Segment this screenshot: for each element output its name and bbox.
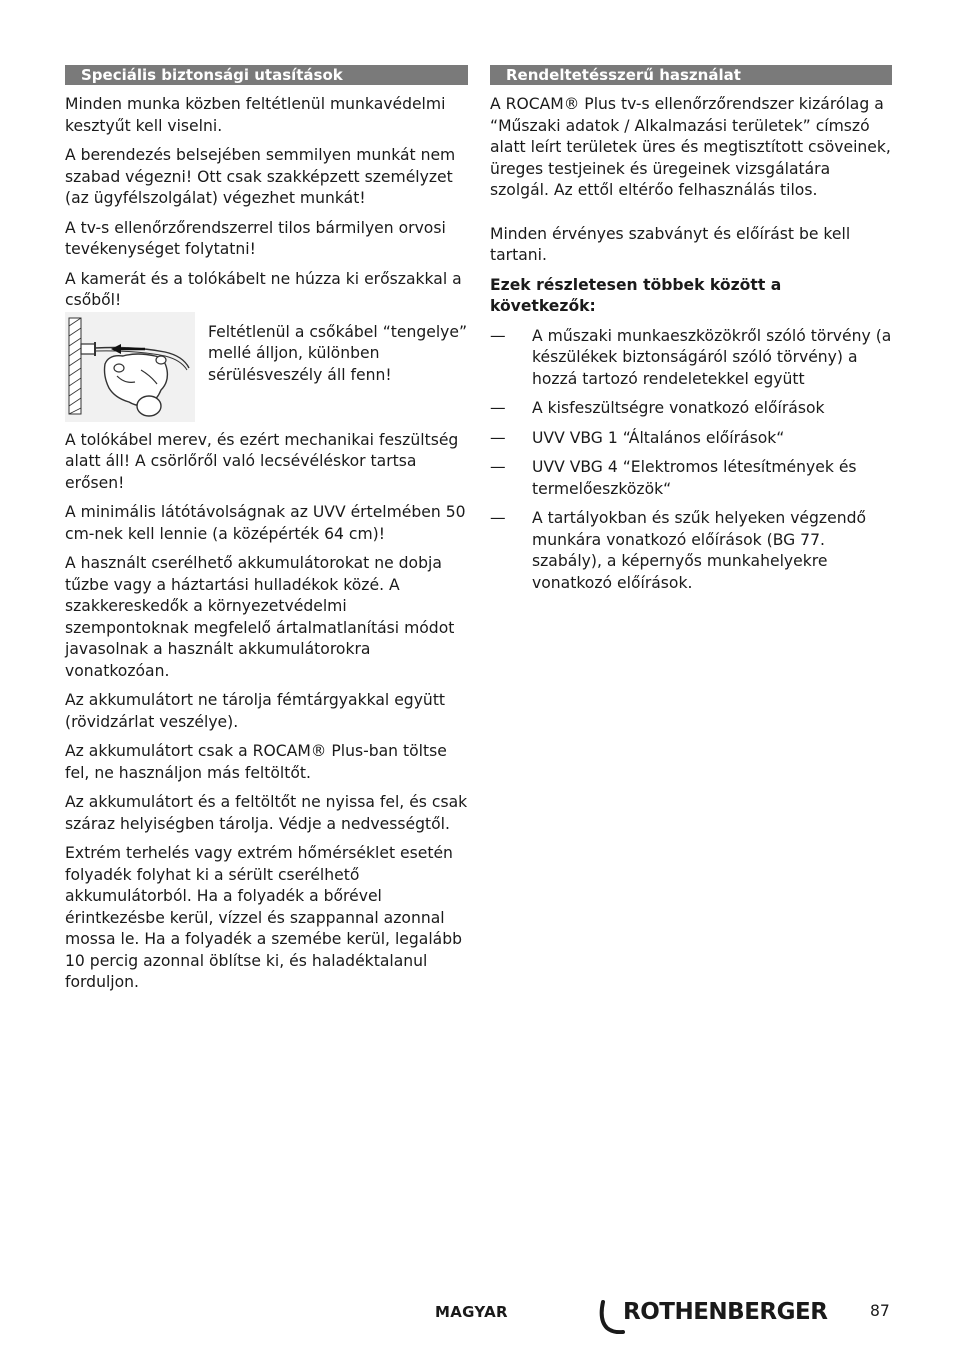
dash-mark: —	[490, 326, 506, 345]
dash-mark: —	[490, 428, 506, 447]
list-item: — UVV VBG 1 “Általános előírások“	[490, 428, 892, 450]
left-column	[65, 65, 468, 1002]
list-item: — A műszaki munkaeszközökről szóló törvény (a készülékek biztonságáról szóló törvény) a hozzá tartozó rendeletekkel együtt	[490, 326, 892, 388]
illustration-block	[65, 312, 468, 422]
paragraph: Az akkumulátort és a feltöltőt ne nyissa fel, és csak száraz helyiségben tárolja. Védje a nedvességtől.	[65, 793, 468, 833]
list-item: — UVV VBG 4 “Elektromos létesítmények és termelőeszközök“	[490, 458, 857, 498]
paragraph: Az akkumulátort csak a ROCAM® Plus-ban töltse fel, ne használjon más feltöltőt.	[65, 742, 447, 782]
bold-intro: Ezek részletesen többek között a következők:	[490, 275, 782, 315]
paragraph: A tolókábel merev, és ezért mechanikai feszültség alatt áll! A csörlőről való lecsévéléskor tartsa erősen!	[65, 430, 459, 492]
paragraph: A kamerát és a tolókábelt ne húzza ki erőszakkal a csőből!	[65, 269, 462, 309]
paragraph: A használt cserélhető akkumulátorokat ne dobja tűzbe vagy a háztartási hulladékok közé. A szakkereskedők a környezetvédelmi szempontoknak megfelelő ártalmatlanítási módot javasolnak a használt akkumulátorokra vonatkozóan.	[65, 554, 455, 680]
section-heading-safety: Speciális biztonsági utasítások	[65, 65, 468, 85]
section-heading-intended-use: Rendeltetésszerű használat	[490, 65, 892, 85]
paragraph: A tv-s ellenőrzőrendszerrel tilos bármilyen orvosi tevékenységet folytatni!	[65, 218, 446, 258]
paragraph: Minden munka közben feltétlenül munkavédelmi kesztyűt kell viselni.	[65, 95, 446, 135]
right-column	[490, 65, 892, 602]
list-item: — A tartályokban és szűk helyeken végzendő munkára vonatkozó előírások (BG 77. szabály), a képernyős munkahelyekre vonatkozó előírások.	[490, 509, 867, 592]
regulations-list	[490, 326, 892, 595]
brand-name: ROTHENBERGER	[623, 1299, 828, 1325]
rothenberger-logo	[597, 1298, 837, 1334]
paragraph: Extrém terhelés vagy extrém hőmérséklet esetén folyadék folyhat ki a sérült cserélhető akkumulátorból. Ha a folyadék a bőrével érintkezésbe kerül, vízzel és szappannal azonnal mossa le. Ha a folyadék a szemébe kerül, legalább 10 percig azonnal öblítse ki, és haladéktalanul forduljon.	[65, 844, 463, 991]
paragraph: A minimális látótávolságnak az UVV értelmében 50 cm-nek kell lennie (a középérték 64 cm)!	[65, 503, 466, 543]
paragraph: A berendezés belsejében semmilyen munkát nem szabad végezni! Ott csak szakképzett személyzet (az ügyfélszolgálat) végezhet munkát!	[65, 146, 456, 207]
paragraph: A ROCAM® Plus tv-s ellenőrzőrendszer kizárólag a “Műszaki adatok / Alkalmazási területek” címszó alatt leírt területek üres és megtisztított csöveinek, üreges testjeinek és üregeinek vizsgálatára szolgál. Az ettől eltérőo felhasználás tilos.	[490, 95, 891, 199]
illustration-caption: Feltétlenül a csőkábel “tengelye” mellé álljon, különben sérülésveszély áll fenn!	[208, 322, 468, 384]
dash-mark: —	[490, 399, 506, 417]
person-pulling-cable-illustration	[65, 312, 195, 422]
dash-mark: —	[490, 458, 506, 476]
paragraph: Az akkumulátort ne tárolja fémtárgyakkal együtt (rövidzárlat veszélye).	[65, 691, 446, 731]
dash-mark: —	[490, 509, 506, 527]
footer-language: MAGYAR	[435, 1303, 508, 1321]
list-item: — A kisfeszültségre vonatkozó előírások	[490, 398, 892, 420]
page-number: 87	[870, 1302, 890, 1320]
paragraph: Minden érvényes szabványt és előírást be kell tartani.	[490, 224, 851, 264]
